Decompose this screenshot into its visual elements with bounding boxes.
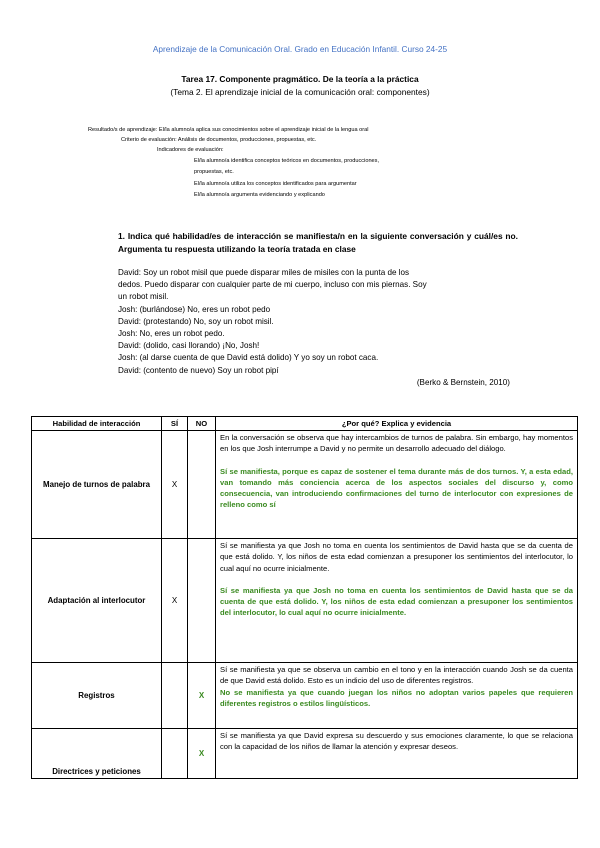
- col-explicacion: ¿Por qué? Explica y evidencia: [216, 417, 578, 431]
- indicator-line: propuestas, etc.: [194, 169, 234, 175]
- mark-no: X: [188, 729, 216, 779]
- explanation-text: Sí se manifiesta ya que se observa un cambio en el tono y en la interacción cuando Josh se da cuenta de que David está dolido. Esto es un indicio del uso de diferentes registros.: [220, 665, 573, 686]
- dialogue-block: [118, 267, 518, 389]
- skill-name: Manejo de turnos de palabra: [32, 431, 162, 539]
- dialogue-line: dedos. Puedo disparar con cualquier parte de mi cuerpo, incluso con mis piernas. Soy: [118, 280, 427, 290]
- mark-si: X: [162, 539, 188, 663]
- mark-no: X: [188, 663, 216, 729]
- dialogue-line: Josh: (al darse cuenta de que David está dolido) Y yo soy un robot caca.: [118, 353, 379, 363]
- col-no: NO: [188, 417, 216, 431]
- mark-si: [162, 663, 188, 729]
- explanation-correction: Sí se manifiesta, porque es capaz de sostener el tema durante más de dos turnos. Y, a esta edad, van tomando más conciencia acerca de los aspectos sociales del discurso y, como consecuencia, van introduciendo confirmaciones del turno de interlocutor con expresiones de relleno como sí: [220, 466, 573, 510]
- mark-si: [162, 729, 188, 779]
- table-header-row: [32, 417, 578, 431]
- table-row: [32, 539, 578, 663]
- explanation-text: En la conversación se observa que hay intercambios de turnos de palabra. Sin embargo, hay momentos en los que Josh interrumpe a David y no permite un desarrollo adecuado del diálogo.: [220, 433, 573, 454]
- dialogue-line: David: Soy un robot misil que puede disparar miles de misiles con la punta de los: [118, 268, 410, 277]
- col-habilidad: Habilidad de interacción: [32, 417, 162, 431]
- skills-table: [31, 416, 578, 779]
- evaluation-criterion: Criterio de evaluación: Análisis de documentos, producciones, propuestas, etc.: [121, 137, 317, 143]
- dialogue-line: David: (dolido, casi llorando) ¡No, Josh!: [118, 341, 260, 351]
- question-1: 1. Indica qué habilidad/es de interacción se manifiesta/n en la siguiente conversación y cuál/es no. Argumenta tu respuesta utilizando la teoría tratada en clase: [118, 231, 518, 254]
- mark-si: X: [162, 431, 188, 539]
- citation: (Berko & Bernstein, 2010): [416, 377, 510, 387]
- dialogue-line: Josh: No, eres un robot pedo.: [118, 329, 225, 339]
- indicator-line: El/la alumno/a argumenta evidenciando y explicando: [194, 192, 325, 198]
- explanation-correction: No se manifiesta ya que cuando juegan los niños no adoptan varios papeles que requieren diferentes registros o estilos lingüísticos.: [220, 687, 573, 708]
- dialogue-line: Josh: (burlándose) No, eres un robot pedo: [118, 304, 271, 314]
- explanation-cell: [216, 663, 578, 729]
- mark-no: [188, 539, 216, 663]
- table-row: [32, 431, 578, 539]
- mark-no: [188, 431, 216, 539]
- task-subtitle: (Tema 2. El aprendizaje inicial de la comunicación oral: componentes): [170, 87, 430, 97]
- table-row: [32, 729, 578, 779]
- explanation-cell: [216, 539, 578, 663]
- indicator-line: El/la alumno/a identifica conceptos teóricos en documentos, producciones,: [194, 158, 380, 164]
- skill-name: Adaptación al interlocutor: [32, 539, 162, 663]
- task-title: Tarea 17. Componente pragmático. De la teoría a la práctica: [181, 74, 419, 84]
- course-header: Aprendizaje de la Comunicación Oral. Grado en Educación Infantil. Curso 24-25: [152, 44, 448, 54]
- dialogue-line: David: (contento de nuevo) Soy un robot pipí: [118, 365, 279, 375]
- explanation-text: Sí se manifiesta ya que David expresa su descuerdo y sus emociones claramente, lo que se relaciona con la capacidad de los niños de llamar la atención y expresar deseos.: [220, 731, 573, 752]
- explanation-text: Sí se manifiesta ya que Josh no toma en cuenta los sentimientos de David hasta que se da cuenta de que está dolido. Y, los niños de esta edad comienzan a presuponer los sentimientos del interlocutor, lo cual aquí no ocurre inicialmente.: [220, 541, 573, 573]
- dialogue-line: David: (protestando) No, soy un robot misil.: [118, 316, 274, 326]
- explanation-correction: Sí se manifiesta ya que Josh no toma en cuenta los sentimientos de David hasta que se da cuenta de que está dolido. Y, los niños de esta edad comienzan a presuponer los sentimientos del interlocutor, lo cual aquí no ocurre inicialmente.: [220, 585, 573, 618]
- dialogue-line: un robot misil.: [118, 292, 169, 302]
- skill-name: Directrices y peticiones: [32, 729, 162, 779]
- explanation-cell: [216, 431, 578, 539]
- explanation-cell: [216, 729, 578, 779]
- table-row: [32, 663, 578, 729]
- indicator-line: El/la alumno/a utiliza los conceptos identificados para argumentar: [194, 181, 357, 187]
- skill-name: Registros: [32, 663, 162, 729]
- indicators-label: Indicadores de evaluación:: [157, 147, 224, 153]
- col-si: SÍ: [162, 417, 188, 431]
- learning-outcome: Resultado/s de aprendizaje: El/la alumno/a aplica sus conocimientos sobre el aprendizaje inicial de la lengua oral: [88, 127, 369, 133]
